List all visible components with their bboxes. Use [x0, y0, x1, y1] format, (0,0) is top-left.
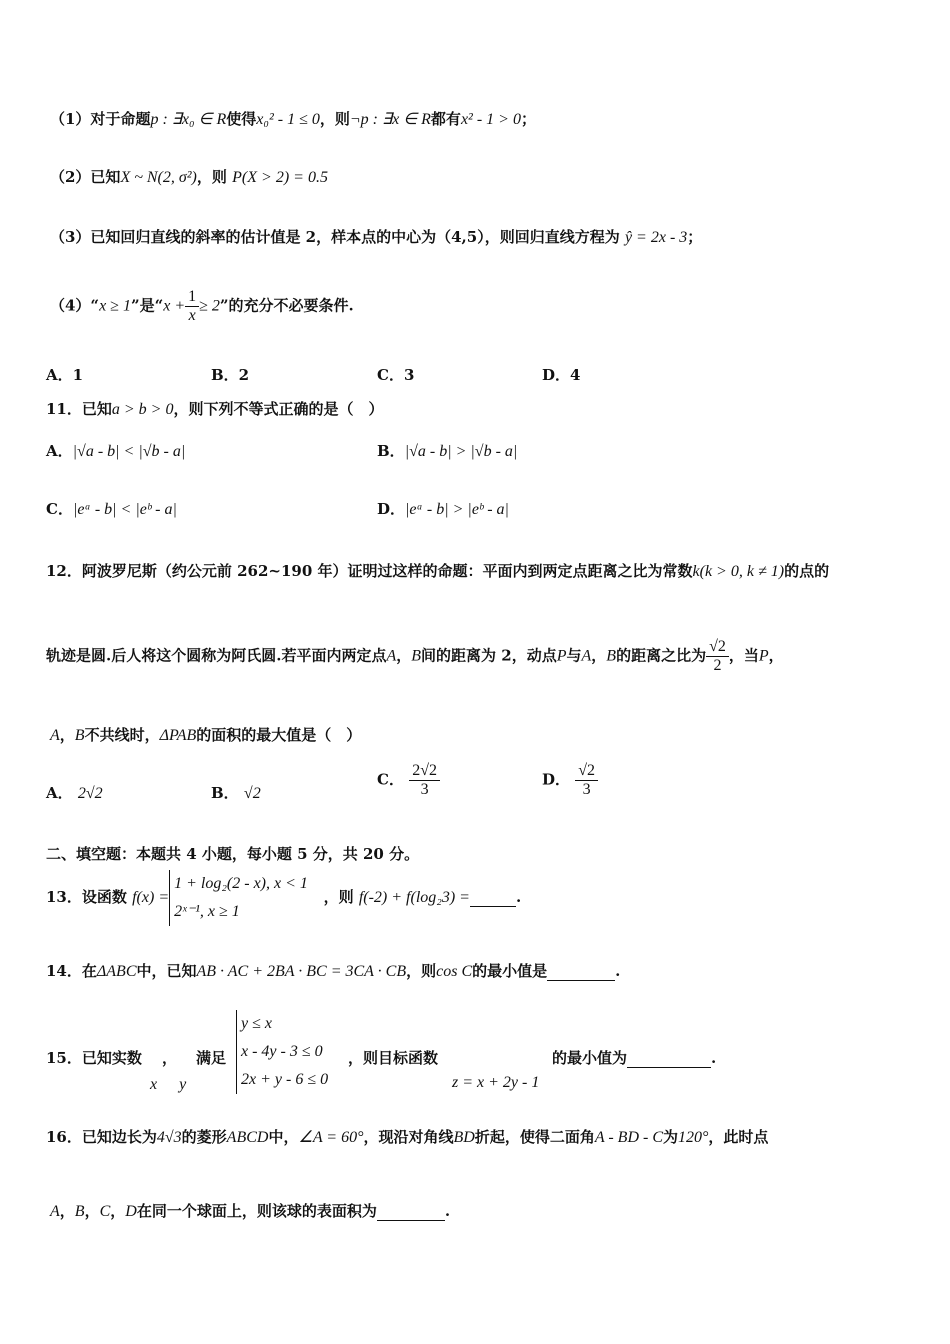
q12-line-3: A，B不共线时，ΔPAB的面积的最大值是（ ）	[50, 726, 362, 744]
q12-option-d[interactable]: D． $\frac{√2}{3}$	[542, 762, 598, 799]
math-expr: ¬p : ∃x ∈ R	[349, 111, 431, 128]
fraction: $\frac{√2}{2}$	[706, 638, 729, 675]
fraction: $\frac{2√2}{3}$	[409, 762, 440, 799]
math-expr: |eᵃ - b| < |eᵇ - a|	[72, 501, 177, 518]
q12-line-1: 12．阿波罗尼斯（约公元前 262~190 年）证明过这样的命题：平面内到两定点距离之比为常数k(k > 0, k ≠ 1)的点的	[46, 562, 830, 580]
q10-option-c[interactable]: C．3	[377, 366, 415, 384]
q15-prefix: 15．已知实数	[46, 1049, 142, 1067]
math-expr: |√a - b| > |√b - a|	[404, 443, 518, 460]
q12-option-a[interactable]: A． 2√2	[46, 784, 103, 802]
math-expr: ΔPAB	[159, 727, 197, 744]
math-expr: x +	[163, 297, 186, 315]
q11-option-c[interactable]: C．|eᵃ - b| < |eᵇ - a|	[46, 500, 177, 518]
q15-z-expr: z = x + 2y - 1	[452, 1074, 540, 1091]
math-expr: X ~ N(2, σ²)	[120, 169, 197, 186]
answer-blank[interactable]	[377, 1202, 445, 1221]
q11-option-a[interactable]: A．|√a - b| < |√b - a|	[46, 442, 186, 460]
math-expr: |eᵃ - b| > |eᵇ - a|	[405, 501, 509, 518]
q14: 14．在ΔABC中，已知AB · AC + 2BA · BC = 3CA · CB，则cos C的最小值是 .	[46, 962, 621, 980]
math-expr: |√a - b| < |√b - a|	[72, 443, 186, 460]
math-expr: a > b > 0	[111, 401, 174, 418]
q10-statement-3: （3）已知回归直线的斜率的估计值是 2，样本点的中心为（4,5），则回归直线方程为 ŷ = 2x - 3；	[50, 228, 703, 246]
q11-stem: 11．已知a > b > 0，则下列不等式正确的是（ ）	[46, 400, 384, 418]
q12-option-b[interactable]: B． √2	[211, 784, 261, 802]
q12-option-c[interactable]: C． $\frac{2√2}{3}$	[377, 762, 440, 799]
fraction: $\frac{1}{x}$	[185, 288, 199, 325]
section-heading: 二、填空题：本题共 4 小题，每小题 5 分，共 20 分。	[46, 845, 420, 863]
math-expr: P(X > 2) = 0.5	[232, 169, 328, 186]
math-expr: p : ∃x₀ ∈ R	[150, 111, 227, 128]
q16-line-2: A，B，C，D在同一个球面上，则该球的表面积为 .	[50, 1202, 451, 1220]
q10-option-d[interactable]: D．4	[542, 366, 581, 384]
math-expr: x² - 1 > 0	[460, 111, 521, 128]
answer-blank[interactable]	[547, 962, 615, 981]
answer-blank[interactable]	[470, 888, 516, 907]
q10-option-b[interactable]: B．2	[211, 366, 250, 384]
constraint-brace: y ≤ x x - 4y - 3 ≤ 0 2x + y - 6 ≤ 0	[236, 1010, 328, 1094]
q15-satisfy: 满足	[196, 1049, 227, 1067]
q15-vars: x y	[150, 1076, 187, 1093]
q10-statement-1: （1）对于命题p : ∃x₀ ∈ R使得x₀² - 1 ≤ 0，则¬p : ∃x ∈ R都有x² - 1 > 0；	[50, 110, 536, 128]
math-expr: ≥ 2	[199, 297, 220, 315]
q16-line-1: 16．已知边长为4√3的菱形ABCD中，∠A = 60°，现沿对角线BD折起，使得二面角A - BD - C为120°，此时点	[46, 1128, 769, 1146]
q12-line-2: 轨迹是圆.后人将这个圆称为阿氏圆.若平面内两定点A，B间的距离为 2，动点P与A，B的距离之比为 $\frac{√2}{2}$ ，当P，	[46, 638, 784, 674]
q11-option-b[interactable]: B．|√a - b| > |√b - a|	[377, 442, 518, 460]
math-expr: x₀² - 1 ≤ 0	[256, 111, 320, 128]
q11-option-d[interactable]: D．|eᵃ - b| > |eᵇ - a|	[377, 500, 509, 518]
q10-statement-4: （4）“x ≥ 1”是“x + $\frac{1}{x}$ ≥ 2”的充分不必要条件.	[50, 288, 354, 324]
q10-option-a[interactable]: A．1	[46, 366, 84, 384]
math-expr: k(k > 0, k ≠ 1)	[692, 563, 785, 580]
q10-statement-2: （2）已知X ~ N(2, σ²)，则 P(X > 2) = 0.5	[50, 168, 328, 186]
math-expr: x ≥ 1	[99, 297, 131, 315]
q15-tail: 的最小值为 .	[552, 1049, 717, 1067]
fraction: $\frac{√2}{3}$	[575, 762, 598, 799]
q15-comma: ，	[162, 1049, 178, 1067]
q13: 13．设函数 f(x) = 1 + log₂(2 - x), x < 1 2ˣ⁻¹, x ≥ 1 ，则 f(-2) + f(log₂3) = .	[46, 870, 521, 926]
q15-objective: ，则目标函数	[348, 1049, 439, 1067]
math-expr: ŷ = 2x - 3	[624, 229, 688, 246]
answer-blank[interactable]	[627, 1049, 711, 1068]
piecewise-brace: 1 + log₂(2 - x), x < 1 2ˣ⁻¹, x ≥ 1	[169, 870, 308, 926]
